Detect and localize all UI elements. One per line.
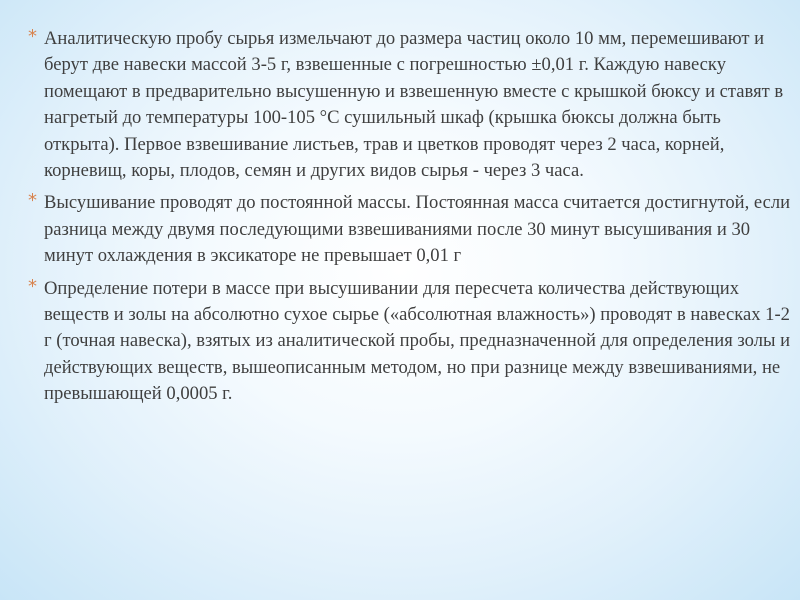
bullet-text: Аналитическую пробу сырья измельчают до размера частиц около 10 мм, перемешивают и берут две навески массой 3-5 г, взвешенные с погрешностью ±0,01 г. Каждую навеску помещают в предварительно высушенную и взвешенную вместе с крышкой бюксу и ставят в нагретый до температуры 100-105 °С сушильный шкаф (крышка бюксы должна быть открыта). Первое взвешивание листьев, трав и цветков проводят через 2 часа, корней, корневищ, коры, плодов, семян и других видов сырья - через 3 часа. xyxy=(44,28,784,182)
bullet-item xyxy=(28,26,792,184)
bullet-text: Определение потери в массе при высушивании для пересчета количества действующих веществ и золы на абсолютно сухое сырье («абсолютная влажность») проводят в навесках 1-2 г (точная навеска), взятых из аналитической пробы, предназначенной для определения золы и действующих веществ, вышеописанным методом, но при разнице между взвешиваниями, не превышающей 0,0005 г. xyxy=(44,277,791,405)
bullet-item xyxy=(28,276,792,408)
bullet-text: Высушивание проводят до постоянной массы. Постоянная масса считается достигнутой, если разница между двумя последующими взвешиваниями после 30 минут высушивания и 30 минут охлаждения в эксикаторе не превышает 0,01 г xyxy=(44,192,791,267)
slide-content xyxy=(28,26,792,592)
asterisk-bullet-icon: * xyxy=(28,190,37,212)
asterisk-bullet-icon: * xyxy=(28,275,37,297)
asterisk-bullet-icon: * xyxy=(28,26,37,47)
bullet-item xyxy=(28,190,792,269)
bullet-list xyxy=(28,26,792,408)
